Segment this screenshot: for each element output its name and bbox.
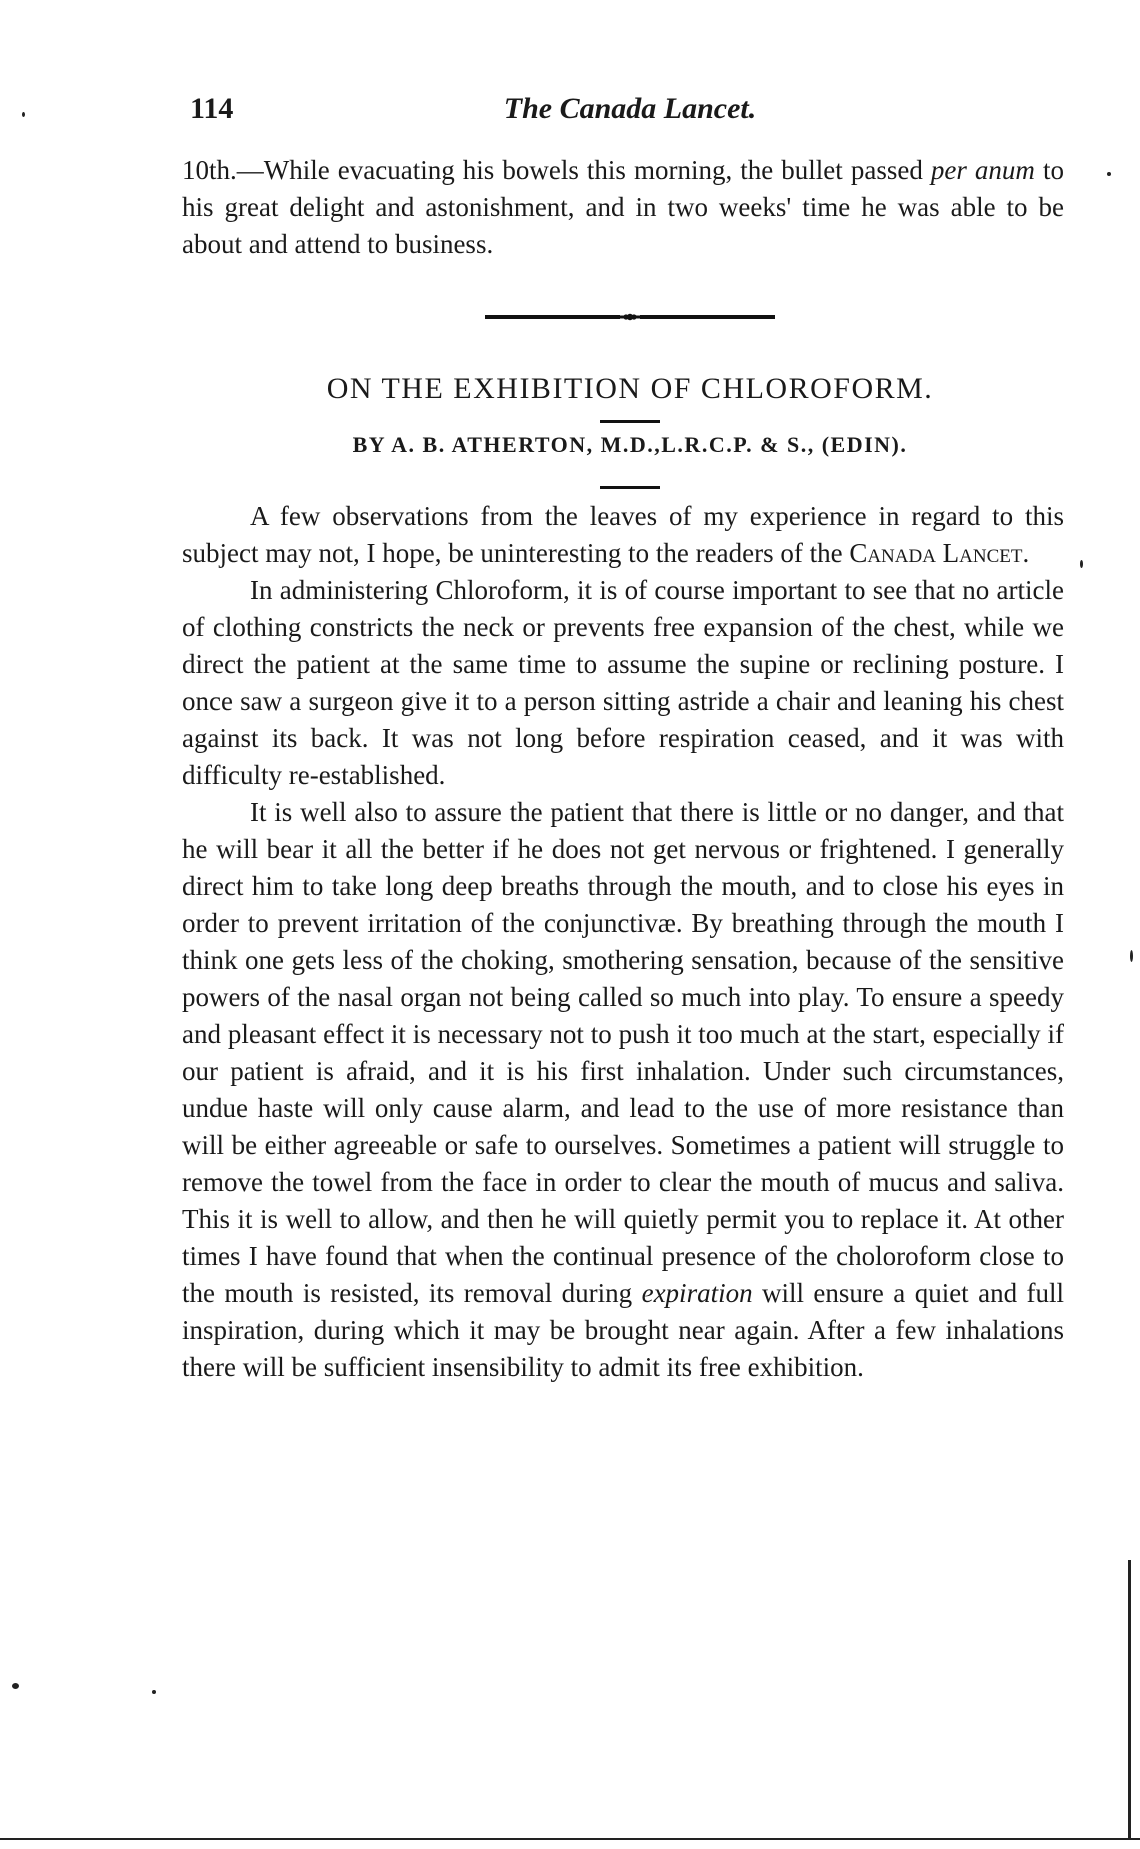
paragraph-1	[182, 498, 1064, 572]
article-body	[182, 498, 1064, 1386]
running-title: The Canada Lancet.	[503, 92, 757, 125]
intro-paragraph	[182, 152, 1064, 263]
page-number: 114	[190, 92, 234, 125]
page-header	[190, 92, 1070, 136]
divider-right-bar	[640, 315, 775, 319]
divider-left-bar	[485, 315, 620, 319]
article-byline: BY A. B. ATHERTON, M.D.,L.R.C.P. & S., (EDIN).	[352, 432, 908, 457]
scan-speck	[1080, 560, 1083, 568]
scan-speck	[22, 112, 25, 117]
intro-text-start: 10th.—While evacuating his bowels this morning, the bullet passed	[182, 155, 931, 185]
scan-speck	[12, 1683, 19, 1689]
journal-name: Canada Lancet.	[849, 538, 1030, 568]
intro-italic-phrase: per anum	[930, 155, 1035, 185]
paragraph-3-text-end: will ensure a quiet and full inspiration, during which it may be brought near again. After a few inhalations there will be sufficient insensibility to admit its free exhibition.	[182, 1278, 1064, 1382]
paragraph-3-text-start: It is well also to assure the patient that there is little or no danger, and that he will bear it all the better if he does not get nervous or frightened. I generally direct him to take long deep breaths through the mouth, and to close his eyes in order to prevent irritation of the conjunctivæ. By breathing through the mouth I think one gets less of the choking, smothering sensation, because of the sensitive powers of the nasal organ not being called so much into play. To ensure a speedy and pleasant effect it is necessary not to push it too much at the start, especially if our patient is afraid, and it is his first inhalation. Under such circumstances, undue haste will only cause alarm, and lead to the use of more resistance than will be either agreeable or safe to ourselves. Sometimes a patient will struggle to remove the towel from the face in order to clear the mouth of mucus and saliva. This it is well to allow, and then he will quietly permit you to replace it. At other times I have found that when the continual presence of the choloroform close to the mouth is resisted, its removal during	[182, 797, 1064, 1308]
article-title: ON THE EXHIBITION OF CHLOROFORM.	[326, 372, 934, 405]
paragraph-3-italic-word: expiration	[641, 1278, 753, 1308]
section-divider	[485, 312, 775, 322]
scan-speck	[152, 1690, 156, 1694]
title-rule	[600, 420, 660, 423]
paragraph-3	[182, 794, 1064, 1386]
scan-speck	[1107, 172, 1111, 176]
divider-ornament-icon	[618, 312, 642, 322]
page-right-edge	[1128, 1560, 1131, 1840]
intro-text-end: to his great delight and astonishment, and in two weeks' time he was able to be about and attend to business.	[182, 155, 1064, 259]
paragraph-1-text: A few observations from the leaves of my experience in regard to this subject may not, I hope, be uninteresting to the readers of the	[182, 501, 1064, 568]
page-bottom-edge	[0, 1838, 1140, 1840]
paragraph-2: In administering Chloroform, it is of course important to see that no article of clothing constricts the neck or prevents free expansion of the chest, while we direct the patient at the same time to assume the supine or reclining posture. I once saw a surgeon give it to a person sitting astride a chair and leaning his chest against its back. It was not long before respiration ceased, and it was with difficulty re-established.	[182, 575, 1064, 790]
byline-rule	[600, 486, 660, 489]
scan-speck	[1130, 950, 1133, 962]
